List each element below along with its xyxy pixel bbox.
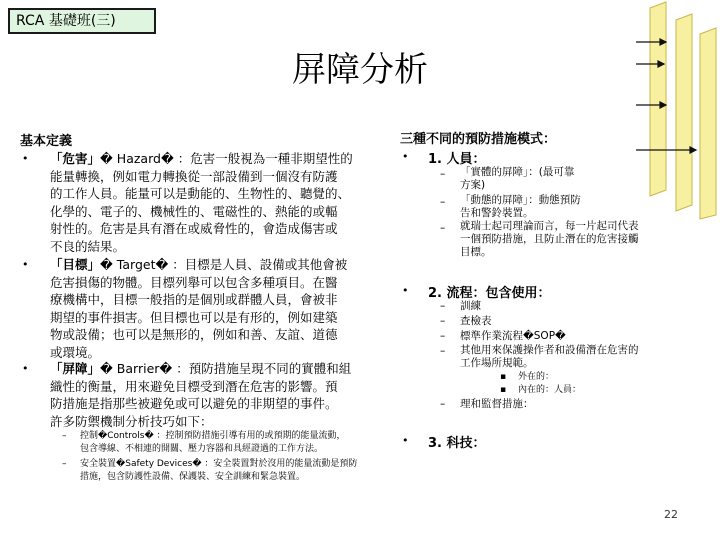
definition-line: 物或設備；也可以是無形的，例如和善、友誼、道德	[50, 327, 338, 342]
item-line: 就瑞士起司理論而言，每一片起司代表	[460, 220, 639, 232]
definition-line: � Barrier� ：預防措施呈現不同的實體和組	[100, 361, 352, 376]
section-people-label	[428, 148, 486, 167]
left-heading: 基本定義	[20, 134, 73, 149]
dash-icon: –	[440, 222, 446, 234]
bullet-icon: •	[22, 362, 29, 375]
dash-icon: –	[62, 431, 67, 441]
section-label: 人員：	[446, 152, 486, 167]
process-item: 理和監督措施：	[460, 398, 534, 410]
definition-line: 射性的。危害是具有潛在或威脅性的，會造成傷害或	[50, 221, 338, 236]
nested-item: 內在的：人員：	[518, 385, 582, 395]
definition-line: 的工作人員。能量可以是動能的、生物性的、聽覺的、	[50, 186, 351, 201]
item-line: 告和警鈴裝置。	[460, 207, 534, 219]
item-line: 「動態的屏障」：動態預防	[460, 194, 581, 206]
process-item: 標準作業流程�SOP�	[460, 330, 566, 342]
subitem-line: 控制�Controls� ：控制預防措施引導有用的或預期的能量流動，	[80, 431, 346, 441]
square-bullet-icon: ▪	[500, 372, 507, 382]
item-line: 一個預防措施，且防止潛在的危害接觸	[460, 233, 639, 245]
dash-icon: –	[440, 330, 446, 342]
definition-line: 或環境。	[50, 344, 101, 360]
definition-line: 危害損傷的物體。目標列舉可以包含多種項目。在醫	[50, 274, 338, 290]
definition-line: 不良的結果。	[50, 238, 126, 254]
section-technology-label	[428, 432, 486, 451]
term-hazard: 「危害」	[50, 151, 101, 166]
bullet-icon: •	[402, 434, 409, 447]
bullet-icon: •	[22, 258, 29, 271]
square-bullet-icon: ▪	[500, 385, 507, 395]
subitem-controls	[80, 430, 346, 456]
dash-icon: –	[440, 315, 446, 327]
definition-line: 期望的事件損害。但目標也可以是有形的，例如建築	[50, 309, 338, 325]
definition-hazard	[50, 150, 353, 255]
item-line: 「實體的屏障」：(最可靠	[460, 166, 575, 178]
item-line: 工作場所規範。	[460, 357, 534, 369]
definition-line: � Target� ：目標是人員、設備或其他會被	[100, 257, 348, 272]
definition-line: 療機構中，目標一般指的是個別或群體人員，會被非	[50, 292, 338, 307]
bullet-icon: •	[402, 284, 409, 297]
dash-icon: –	[440, 300, 446, 312]
item-line: 目標。	[460, 246, 492, 258]
dash-icon: –	[440, 196, 446, 208]
people-item	[460, 220, 639, 259]
item-line: 方案)	[460, 179, 486, 191]
bullet-icon: •	[402, 150, 409, 163]
process-item: 查檢表	[460, 315, 492, 327]
subitem-safety-devices	[80, 458, 357, 484]
dash-icon: –	[440, 345, 446, 357]
definition-line: � Hazard� ：危害一般視為一種非期望性的	[100, 151, 353, 166]
subitem-line: 措施，包含防護性設備、保護裝、安全訓練和緊急裝置。	[80, 472, 306, 482]
definition-line: 化學的、電子的、機械性的、電磁性的、熱能的或輻	[50, 203, 338, 219]
process-item	[460, 344, 639, 370]
definition-barrier	[50, 360, 351, 430]
right-heading: 三種不同的預防措施模式：	[400, 132, 557, 147]
definition-line: 能量轉換，例如電力轉換從一部設備到一個沒有防護	[50, 168, 338, 184]
term-target: 「目標」	[50, 257, 101, 272]
section-label: 流程：包含使用：	[446, 286, 551, 301]
section-process-label	[428, 282, 551, 301]
process-item: 訓練	[460, 300, 481, 312]
section-number: 2.	[428, 286, 442, 301]
subitem-line: 包含導線、不相連的開關、壓力容器和具經證過的工作方法。	[80, 444, 324, 454]
slide-title: 屏障分析	[292, 50, 428, 90]
dash-icon: –	[440, 398, 446, 410]
term-barrier: 「屏障」	[50, 361, 101, 376]
people-item	[460, 194, 581, 220]
dash-icon: –	[440, 168, 446, 180]
section-number: 3.	[428, 436, 442, 451]
definition-target	[50, 256, 347, 361]
course-badge: RCA 基礎班(三)	[8, 8, 156, 34]
dash-icon: –	[62, 459, 67, 469]
section-number: 1.	[428, 152, 442, 167]
item-line: 其他用來保護操作者和設備潛在危害的	[460, 344, 639, 356]
subitem-line: 安全裝置�Safety Devices� ：安全裝置對於沒用的能量流動是預防	[80, 459, 358, 469]
bullet-icon: •	[22, 152, 29, 165]
page-number: 22	[664, 508, 678, 521]
people-item	[460, 166, 574, 192]
swiss-cheese-illustration	[636, 0, 720, 220]
section-label: 科技：	[446, 436, 486, 451]
definition-line: 許多防禦機制分析技巧如下：	[50, 413, 213, 429]
definition-line: 防措施是指那些被避免或可以避免的非期望的事件。	[50, 396, 338, 411]
nested-item: 外在的：	[518, 372, 555, 382]
definition-line: 織性的衡量，用來避免目標受到潛在危害的影響。預	[50, 378, 338, 394]
